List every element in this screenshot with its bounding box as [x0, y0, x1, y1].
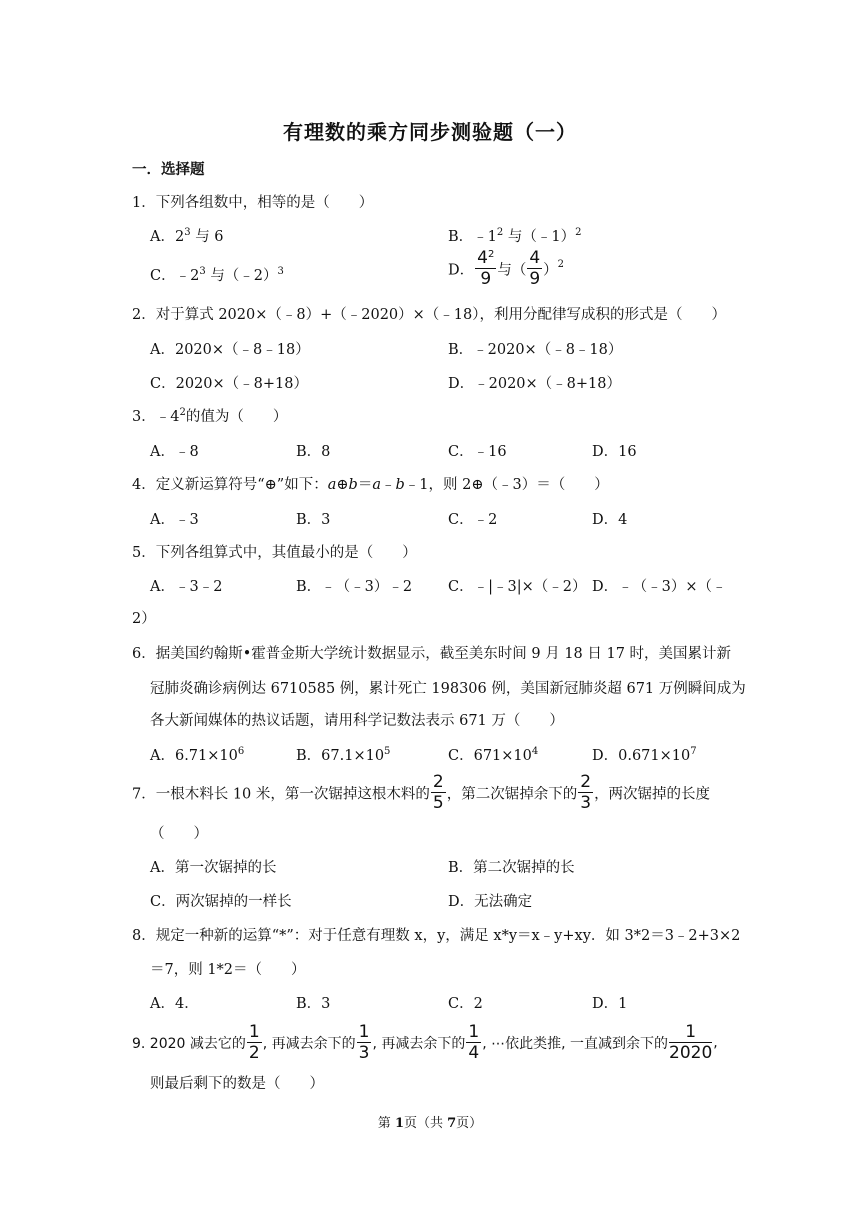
- question-2-stem: 2．对于算式 2020×（﹣8）+（﹣2020）×（﹣18），利用分配律写成积的形式是（ ）: [132, 307, 727, 323]
- q2-option-c: C．2020×（﹣8+18）: [150, 376, 308, 392]
- q6-option-a: A．$6.71\times 10^6$: [150, 746, 245, 764]
- q3-option-b: B．8: [296, 444, 331, 460]
- q3-option-a: A．﹣8: [150, 444, 199, 460]
- q3-option-d: D．16: [592, 444, 637, 460]
- fraction-4-over-9: $\frac{4}{9}$: [529, 248, 541, 289]
- fraction-2-over-5: $\frac{2}{5}$: [432, 772, 444, 813]
- fraction-1-over-2020: $\frac{1}{2020}$: [669, 1022, 713, 1063]
- q5-option-d: D．﹣（﹣3）×（﹣: [592, 579, 727, 595]
- q5-option-d-continued: 2）: [132, 611, 156, 627]
- question-8-line-2: ＝7，则 1*2＝（ ）: [150, 962, 306, 978]
- q7-option-c: C．两次锯掉的一样长: [150, 894, 292, 910]
- document-title: 有理数的乘方同步测验题（一）: [283, 120, 577, 144]
- fraction-2-over-3: $\frac{2}{3}$: [580, 772, 592, 813]
- q8-option-c: C．2: [448, 996, 483, 1012]
- q4-option-a: A．﹣3: [150, 512, 199, 528]
- question-3-stem: 3．$﹣4^2$的值为（ ）: [132, 407, 288, 425]
- q7-option-d: D．无法确定: [448, 894, 533, 910]
- question-8-line-1: 8．规定一种新的运算“*”：对于任意有理数 x，y，满足 x*y＝x﹣y+xy．如 3*2＝3﹣2+3×2: [132, 928, 741, 944]
- question-7-line-1: 7．一根木料长 10 米，第一次锯掉这根木料的 $\frac{2}{5}$ ，第二次锯掉余下的 $\frac{2}{3}$ ，两次锯掉的长度: [132, 772, 711, 813]
- q6-option-c: C．$671\times 10^4$: [448, 746, 539, 764]
- q2-option-d: D．﹣2020×（﹣8+18）: [448, 376, 622, 392]
- question-6-line-2: 冠肺炎确诊病例达 6710585 例，累计死亡 198306 例，美国新冠肺炎超 671 万例瞬间成为: [150, 681, 746, 697]
- q5-option-b: B．﹣（﹣3）﹣2: [296, 579, 413, 595]
- q4-option-c: C．﹣2: [448, 512, 498, 528]
- fraction-1-over-3: $\frac{1}{3}$: [358, 1022, 370, 1063]
- q8-option-a: A．4．: [150, 996, 199, 1012]
- q1-option-c: C．$﹣2^3$ 与（﹣2）$^3$: [150, 266, 284, 284]
- fraction-1-over-2: $\frac{1}{2}$: [248, 1022, 260, 1063]
- q4-option-b: B．3: [296, 512, 331, 528]
- q7-option-a: A．第一次锯掉的长: [150, 860, 277, 876]
- fraction-1-over-4: $\frac{1}{4}$: [468, 1022, 480, 1063]
- question-9-line-2: 则最后剩下的数是（ ）: [150, 1076, 324, 1092]
- q5-option-c: C．﹣|﹣3|×（﹣2）: [448, 579, 587, 595]
- question-9-line-1: 9. 2020 减去它的 $\frac{1}{2}$ , 再减去余下的 $\frac{1}{3}$ , 再减去余下的 $\frac{1}{4}$ , ⋯依此类推, 一直减到余下的 $\frac{1}{2020}$ ,: [132, 1022, 718, 1063]
- section-heading: 一．选择题: [132, 162, 205, 178]
- q2-option-b: B．﹣2020×（﹣8﹣18）: [448, 342, 623, 358]
- q8-option-b: B．3: [296, 996, 331, 1012]
- q6-option-b: B．$67.1\times 10^5$: [296, 746, 391, 764]
- q1-option-b: B．$﹣1^2$ 与（﹣1）$^2$: [448, 227, 582, 245]
- q8-option-d: D．1: [592, 996, 628, 1012]
- q5-option-a: A．﹣3﹣2: [150, 579, 223, 595]
- q1-option-d: D． $\frac{4^2}{9}$ 与（ $\frac{4}{9}$ ）$^2$: [448, 248, 565, 289]
- q2-option-a: A．2020×（﹣8﹣18）: [150, 342, 310, 358]
- question-1-stem: 1．下列各组数中，相等的是（ ）: [132, 195, 374, 211]
- fraction-4sq-over-9: $\frac{4^2}{9}$: [477, 248, 495, 289]
- q3-option-c: C．﹣16: [448, 444, 507, 460]
- question-5-stem: 5．下列各组算式中，其值最小的是（ ）: [132, 545, 417, 561]
- question-6-line-3: 各大新闻媒体的热议话题，请用科学记数法表示 671 万（ ）: [150, 713, 564, 729]
- q6-option-d: D．$0.671\times 10^7$: [592, 746, 697, 764]
- q7-option-b: B．第二次锯掉的长: [448, 860, 575, 876]
- q1-option-a: A．$2^3$ 与 6: [150, 227, 224, 245]
- question-7-line-2: （ ）: [150, 826, 208, 842]
- q4-option-d: D．4: [592, 512, 628, 528]
- page-footer: 第 1页（共 7页）: [377, 1116, 483, 1131]
- question-4-stem: 4．定义新运算符号“⊕”如下：a⊕b＝a﹣b﹣1，则 2⊕（﹣3）＝（ ）: [132, 477, 609, 493]
- question-6-line-1: 6．据美国约翰斯•霍普金斯大学统计数据显示，截至美东时间 9 月 18 日 17 时，美国累计新: [132, 646, 732, 662]
